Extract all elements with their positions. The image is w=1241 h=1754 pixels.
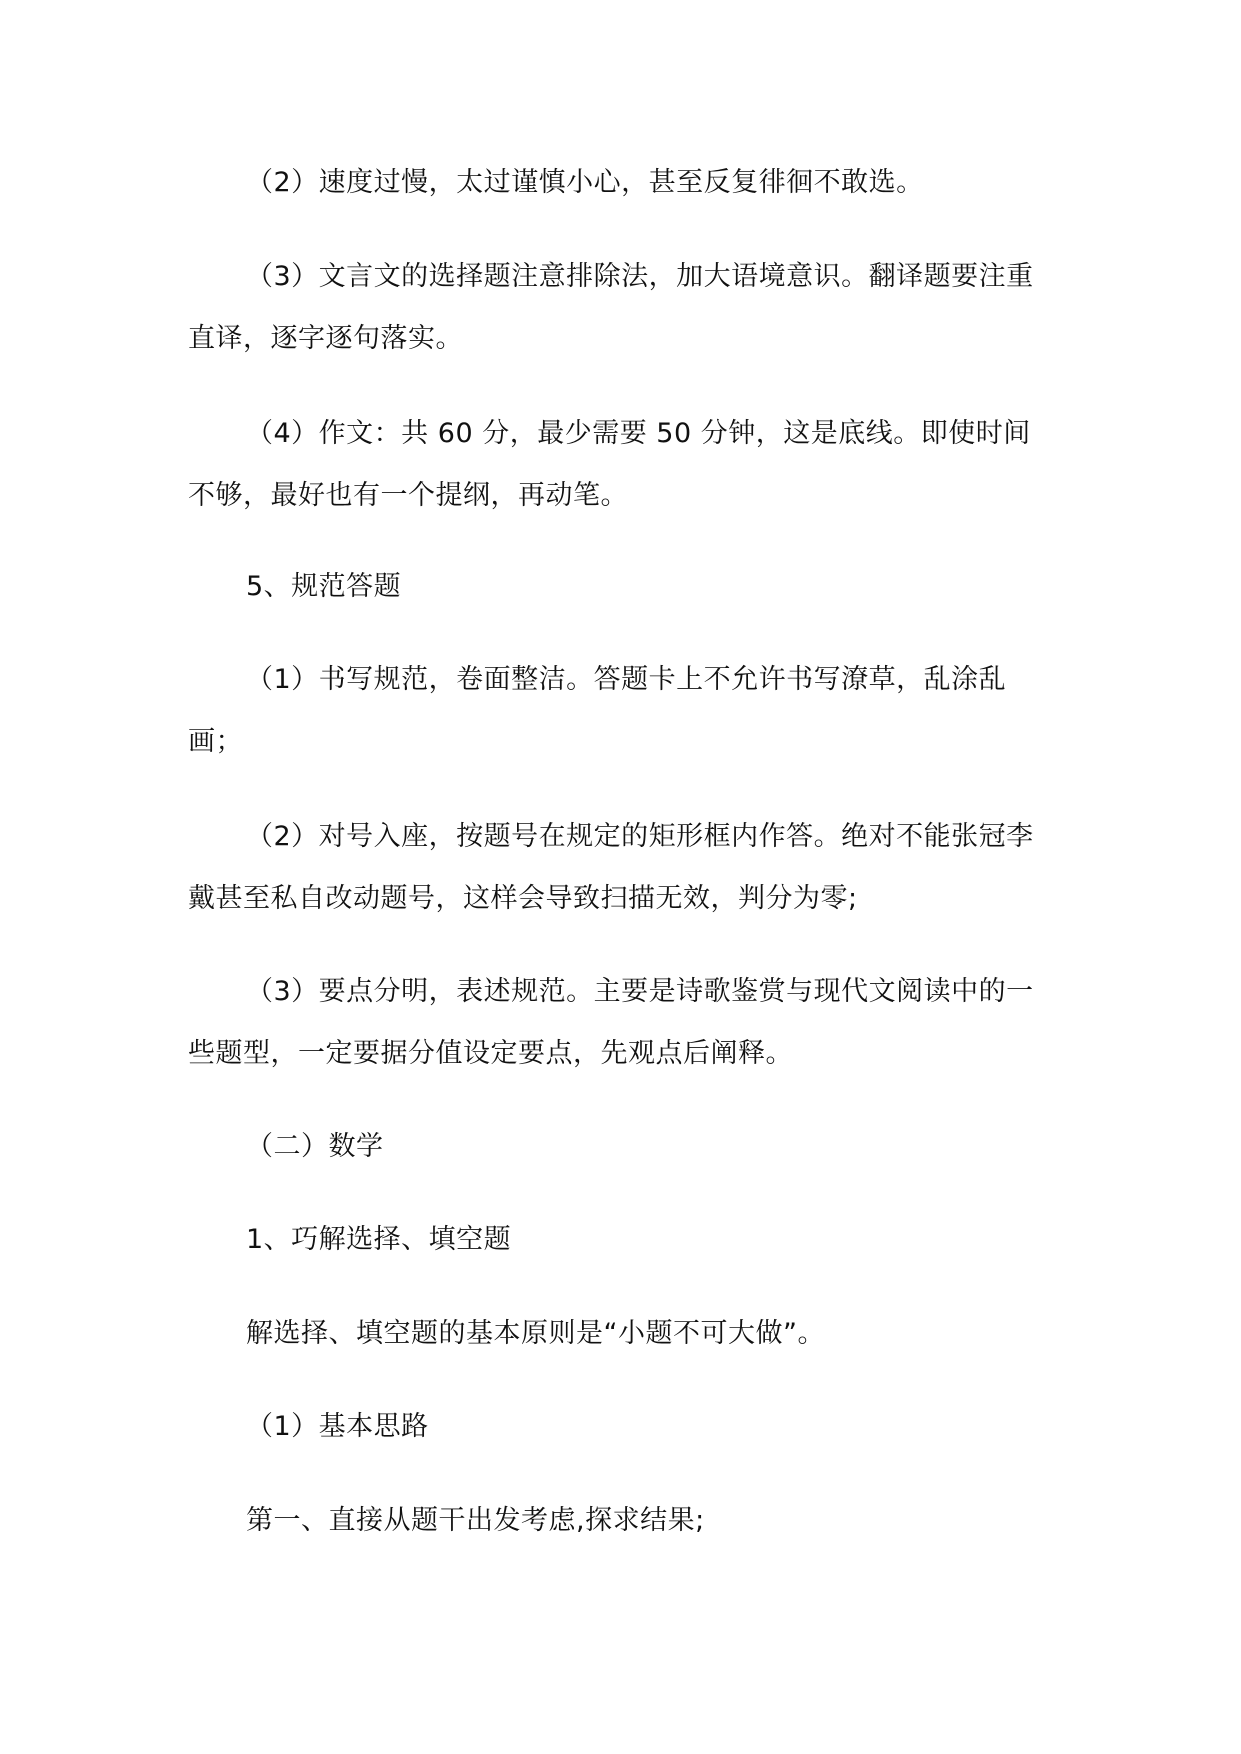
heading-mathematics: （二）数学 xyxy=(246,1131,384,1162)
paragraph-composition: （4）作文：共 60 分，最少需要 50 分钟，这是底线。即使时间不够，最好也有一个提纲，再动笔。 xyxy=(188,418,1031,511)
paragraph-basic-principle: 解选择、填空题的基本原则是“小题不可大做”。 xyxy=(246,1318,825,1349)
paragraph-first-approach: 第一、直接从题干出发考虑,探求结果; xyxy=(246,1505,705,1536)
paragraph-neat-writing: （1）书写规范，卷面整洁。答题卡上不允许书写潦草，乱涂乱画； xyxy=(188,664,1007,757)
paragraph-clear-points: （3）要点分明，表述规范。主要是诗歌鉴赏与现代文阅读中的一些题型，一定要据分值设定要点，先观点后阐释。 xyxy=(188,976,1034,1069)
paragraph-speed-too-slow: （2）速度过慢，太过谨慎小心，甚至反复徘徊不敢选。 xyxy=(246,167,924,198)
paragraph-answer-in-place: （2）对号入座，按题号在规定的矩形框内作答。绝对不能张冠李戴甚至私自改动题号，这样会导致扫描无效，判分为零; xyxy=(188,821,1034,914)
heading-choice-fill-blank: 1、巧解选择、填空题 xyxy=(246,1224,512,1255)
heading-standard-answering: 5、规范答题 xyxy=(246,571,402,602)
paragraph-classical-chinese: （3）文言文的选择题注意排除法，加大语境意识。翻译题要注重直译，逐字逐句落实。 xyxy=(188,261,1034,354)
heading-basic-approach: （1）基本思路 xyxy=(246,1411,429,1442)
